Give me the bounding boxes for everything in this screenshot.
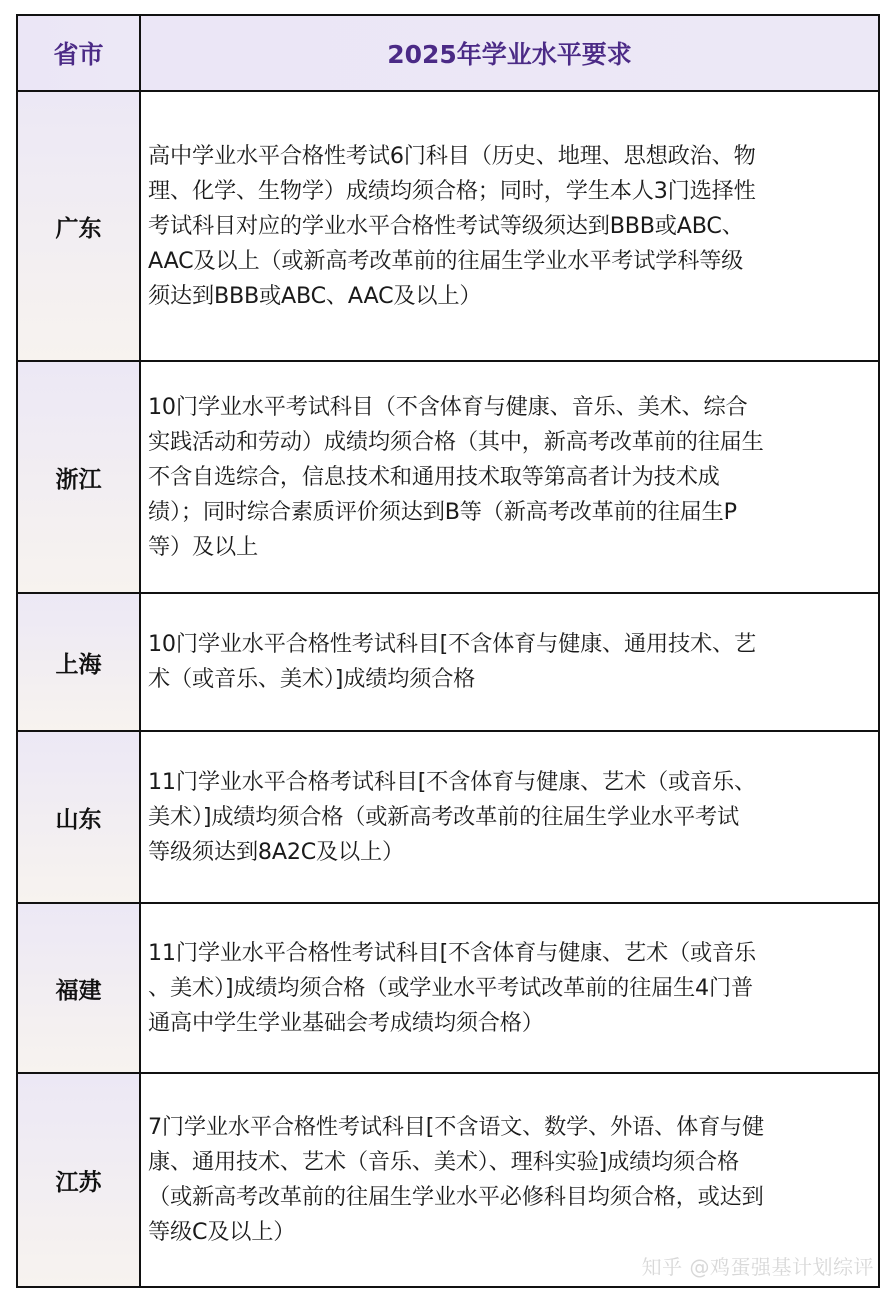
table-row	[17, 91, 879, 361]
table-row	[17, 903, 879, 1073]
header-province: 省市	[17, 15, 140, 91]
requirement-cell: 10门学业水平考试科目（不含体育与健康、音乐、美术、综合 实践活动和劳动）成绩均须合格（其中，新高考改革前的往届生 不含自选综合，信息技术和通用技术取等第高者计为技术成 绩）；同时综合素质评价须达到B等（新高考改革前的往届生P 等）及以上	[140, 361, 879, 593]
table-row	[17, 361, 879, 593]
table-row	[17, 731, 879, 903]
table-row	[17, 593, 879, 731]
watermark: 知乎 @鸡蛋强基计划综评	[641, 1255, 874, 1279]
province-cell: 江苏	[17, 1073, 140, 1287]
province-cell: 浙江	[17, 361, 140, 593]
header-requirement: 2025年学业水平要求	[140, 15, 879, 91]
requirement-cell: 11门学业水平合格性考试科目[不含体育与健康、艺术（或音乐 、美术）]成绩均须合格（或学业水平考试改革前的往届生4门普 通高中学生学业基础会考成绩均须合格）	[140, 903, 879, 1073]
requirement-cell: 10门学业水平合格性考试科目[不含体育与健康、通用技术、艺 术（或音乐、美术）]成绩均须合格	[140, 593, 879, 731]
requirement-cell: 11门学业水平合格考试科目[不含体育与健康、艺术（或音乐、 美术）]成绩均须合格（或新高考改革前的往届生学业水平考试 等级须达到8A2C及以上）	[140, 731, 879, 903]
province-cell: 福建	[17, 903, 140, 1073]
province-cell: 山东	[17, 731, 140, 903]
table-header-row	[17, 15, 879, 91]
province-cell: 上海	[17, 593, 140, 731]
requirement-cell: 高中学业水平合格性考试6门科目（历史、地理、思想政治、物 理、化学、生物学）成绩均须合格；同时，学生本人3门选择性 考试科目对应的学业水平合格性考试等级须达到BBB或ABC、 AAC及以上（或新高考改革前的往届生学业水平考试学科等级 须达到BBB或ABC、AAC及以上）	[140, 91, 879, 361]
province-cell: 广东	[17, 91, 140, 361]
requirement-cell: 7门学业水平合格性考试科目[不含语文、数学、外语、体育与健 康、通用技术、艺术（音乐、美术）、理科实验]成绩均须合格 （或新高考改革前的往届生学业水平必修科目均须合格，或达到 等级C及以上）	[140, 1073, 879, 1287]
requirements-table	[16, 14, 880, 1288]
